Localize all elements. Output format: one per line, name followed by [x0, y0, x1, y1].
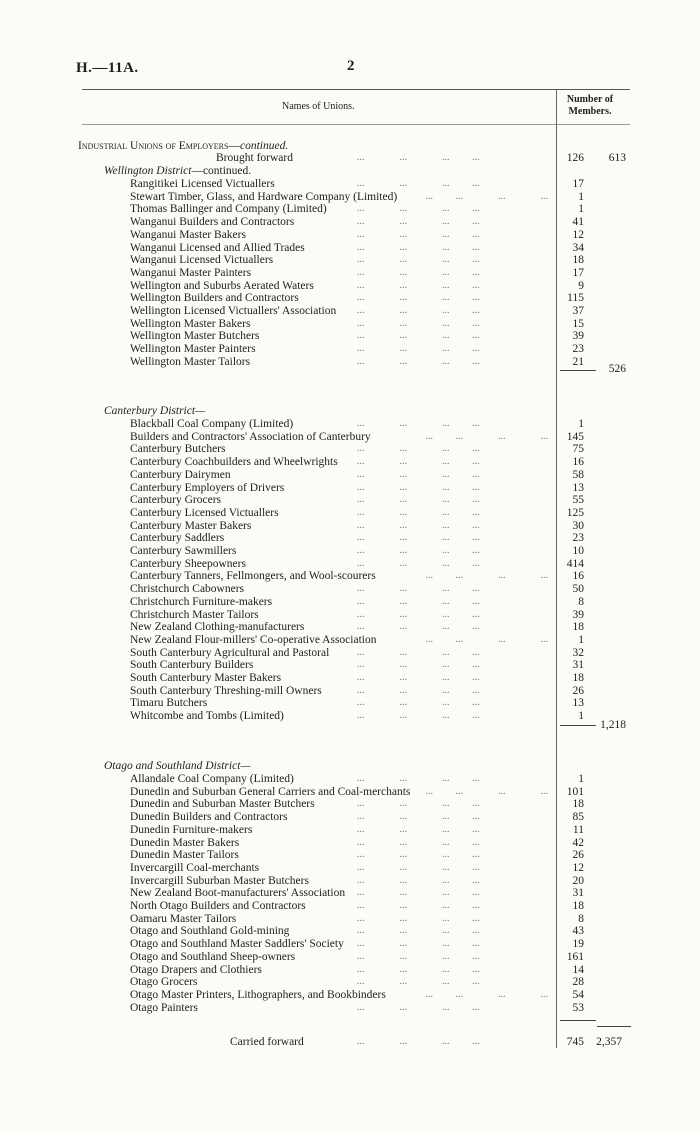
- leader-dots: ... ... ... ...: [357, 456, 480, 468]
- union-name: Otago and Southland Sheep-owners: [130, 950, 296, 963]
- union-name: Stewart Timber, Glass, and Hardware Company (Limited): [130, 190, 398, 203]
- member-count: 1: [578, 190, 584, 203]
- union-name: Timaru Butchers: [130, 697, 208, 710]
- category-continued: continued.: [239, 140, 289, 152]
- union-name: Christchurch Cabowners: [130, 583, 245, 596]
- leader-dots: ... ... ... ...: [357, 874, 480, 886]
- leader-dots: ... ... ... ...: [357, 710, 480, 722]
- member-count: 12: [572, 228, 584, 241]
- member-count: 12: [572, 861, 584, 874]
- union-name: Wellington Master Tailors: [130, 355, 251, 368]
- union-name: Canterbury Coachbuilders and Wheelwrights: [130, 456, 338, 469]
- member-count: 115: [567, 292, 584, 305]
- union-name: Wanganui Licensed Victuallers: [130, 254, 274, 267]
- leader-dots: ... ... ... ...: [357, 963, 480, 975]
- leader-dots: ... ... ... ...: [357, 773, 480, 784]
- canterbury-total: 1,218: [600, 719, 626, 731]
- union-name: Builders and Contractors' Association of Canterbury: [130, 430, 371, 443]
- leader-dots: ... ... ... ...: [357, 216, 480, 228]
- union-name: Dunedin Builders and Contractors: [130, 811, 288, 824]
- union-name: Canterbury Sheepowners: [130, 557, 246, 570]
- member-count: 55: [572, 494, 584, 507]
- leader-dots: ... ... ... ...: [357, 950, 480, 962]
- member-count: 34: [572, 241, 584, 254]
- member-count: 21: [572, 355, 584, 368]
- member-count: 145: [566, 430, 584, 443]
- district-heading-wellington: [104, 165, 251, 177]
- leader-dots: ... ... ... ...: [357, 659, 480, 671]
- leader-dots: ... ... ... ...: [357, 468, 480, 480]
- leader-dots: ... ... ... ...: [357, 672, 480, 683]
- member-count: 16: [572, 570, 584, 583]
- leader-dots: ... ... ... ...: [357, 266, 480, 278]
- member-count: 23: [572, 343, 584, 356]
- leader-dots: ... ... ... ...: [357, 279, 480, 291]
- union-name: Wellington Master Bakers: [130, 317, 251, 330]
- union-name: Otago and Southland Gold-mining: [130, 925, 290, 938]
- member-count: 10: [572, 545, 584, 557]
- leader-dots: ... ... ... ...: [357, 684, 480, 696]
- union-name: Otago Drapers and Clothiers: [130, 963, 262, 976]
- category-heading: [78, 140, 288, 152]
- member-count: 31: [572, 659, 584, 672]
- member-count: 41: [572, 216, 584, 229]
- union-name: Invercargill Suburban Master Butchers: [130, 874, 309, 887]
- union-name: Wanganui Licensed and Allied Trades: [130, 241, 305, 254]
- leader-dots: ... ... ... ...: [425, 190, 548, 202]
- leader-dots: ... ... ... ...: [357, 938, 480, 950]
- member-count: 1: [578, 633, 584, 646]
- leader-dots: ... ... ... ...: [357, 545, 480, 556]
- leader-dots: ... ... ... ...: [357, 595, 480, 607]
- union-name: New Zealand Flour-millers' Co-operative Association: [130, 633, 377, 646]
- leader-dots: ... ... ... ...: [357, 849, 480, 861]
- brought-forward-total: 613: [608, 152, 626, 164]
- union-name: Wanganui Master Painters: [130, 266, 252, 279]
- member-count: 18: [572, 672, 584, 684]
- leader-dots: ... ... ... ...: [357, 900, 480, 911]
- column-header-members-line1: Number of: [566, 94, 614, 105]
- leader-dots: ... ... ... ...: [357, 583, 480, 595]
- member-count: 13: [572, 697, 584, 710]
- union-name: Allandale Coal Company (Limited): [130, 773, 294, 785]
- leader-dots: ... ... ... ...: [425, 430, 548, 442]
- union-name: Otago and Southland Master Saddlers' Society: [130, 938, 344, 951]
- union-name: Blackball Coal Company (Limited): [130, 418, 294, 430]
- leader-dots: ... ... ... ...: [357, 494, 480, 506]
- union-name: Canterbury Licensed Victuallers: [130, 506, 279, 519]
- category-title: Industrial Unions of Employers—: [78, 140, 240, 152]
- leader-dots: ... ... ... ...: [357, 178, 480, 189]
- leader-dots: ... ... ... ...: [357, 608, 480, 620]
- leader-dots: ... ... ... ...: [357, 861, 480, 873]
- leader-dots: ... ... ... ...: [357, 823, 480, 835]
- district-heading-otago: Otago and Southland District—: [104, 760, 251, 772]
- carried-forward-subtotal: 745: [566, 1036, 584, 1048]
- union-name: Dunedin Furniture-makers: [130, 823, 253, 836]
- union-name: South Canterbury Master Bakers: [130, 672, 282, 684]
- member-count: 54: [572, 988, 584, 1001]
- brought-forward-subtotal: 126: [566, 152, 584, 164]
- leader-dots: ... ... ... ...: [357, 912, 480, 924]
- member-count: 43: [572, 925, 584, 938]
- leader-dots: ... ... ... ...: [357, 532, 480, 544]
- union-name: Dunedin Master Tailors: [130, 849, 239, 862]
- leader-dots: ... ... ... ...: [357, 355, 480, 367]
- member-count: 101: [566, 785, 584, 798]
- member-count: 37: [572, 305, 584, 317]
- header-bottom-rule: [82, 124, 630, 125]
- union-name: Thomas Ballinger and Company (Limited): [130, 203, 327, 216]
- member-count: 161: [566, 950, 584, 963]
- member-count: 14: [572, 963, 584, 976]
- member-count: 50: [572, 583, 584, 596]
- union-name: Christchurch Furniture-makers: [130, 595, 273, 608]
- union-name: Wanganui Master Bakers: [130, 228, 246, 241]
- member-count: 26: [572, 684, 584, 697]
- union-name: Canterbury Employers of Drivers: [130, 481, 285, 494]
- union-name: Canterbury Master Bakers: [130, 519, 252, 532]
- union-name: Otago Painters: [130, 1001, 199, 1014]
- member-count: 20: [572, 874, 584, 887]
- union-name: New Zealand Boot-manufacturers' Association: [130, 887, 346, 900]
- leader-dots: ... ... ... ...: [357, 241, 480, 253]
- page-number: 2: [347, 58, 355, 74]
- leader-dots: ... ... ... ...: [357, 292, 480, 304]
- member-count: 13: [572, 481, 584, 494]
- member-count: 26: [572, 849, 584, 862]
- column-header-members: [560, 94, 620, 118]
- member-count: 9: [578, 279, 584, 292]
- leader-dots: ... ... ... ...: [357, 925, 480, 937]
- carried-forward-label: Carried forward: [230, 1036, 304, 1048]
- union-name: Christchurch Master Tailors: [130, 608, 259, 621]
- member-count: 75: [572, 443, 584, 456]
- leader-dots: ... ... ... ...: [357, 254, 480, 266]
- member-count: 18: [572, 798, 584, 811]
- member-count: 1: [578, 203, 584, 216]
- leader-dots: ... ... ... ...: [357, 228, 480, 240]
- union-name: Dunedin and Suburban General Carriers and Coal-merchants: [130, 785, 411, 798]
- leader-dots: ... ... ... ...: [357, 343, 480, 355]
- leader-dots: ... ... ... ...: [357, 203, 480, 215]
- member-count: 125: [566, 506, 584, 519]
- member-count: 8: [578, 912, 584, 925]
- union-name: South Canterbury Builders: [130, 659, 254, 672]
- leader-dots: ... ... ... ...: [357, 836, 480, 848]
- leader-dots: ... ... ... ...: [357, 317, 480, 329]
- member-count: 17: [572, 178, 584, 190]
- union-name: Canterbury Sawmillers: [130, 545, 237, 557]
- member-count: 18: [572, 621, 584, 634]
- column-header-members-line2: Members.: [568, 106, 612, 117]
- column-header-names: Names of Unions.: [282, 101, 355, 112]
- union-name: Canterbury Saddlers: [130, 532, 225, 545]
- leader-dots: ... ... ... ...: [357, 976, 480, 988]
- leader-dots: ... ... ... ...: [357, 887, 480, 899]
- member-count: 18: [572, 254, 584, 267]
- union-name: Canterbury Butchers: [130, 443, 226, 456]
- leader-dots: ... ... ... ...: [357, 1001, 480, 1013]
- member-count: 32: [572, 646, 584, 659]
- union-name: Wellington Licensed Victuallers' Association: [130, 305, 337, 317]
- leader-dots: ... ... ... ...: [425, 570, 548, 582]
- union-name: Wellington Master Butchers: [130, 330, 260, 343]
- wellington-total: 526: [608, 363, 626, 375]
- carried-sub-rule: [560, 1020, 596, 1021]
- union-name: Whitcombe and Tombs (Limited): [130, 710, 284, 723]
- member-count: 39: [572, 608, 584, 621]
- leader-dots: ... ... ... ...: [425, 633, 548, 645]
- member-count: 17: [572, 266, 584, 279]
- member-count: 23: [572, 532, 584, 545]
- table-top-rule: [82, 89, 630, 90]
- member-count: 1: [578, 418, 584, 430]
- member-count: 42: [572, 836, 584, 849]
- member-count: 31: [572, 887, 584, 900]
- member-count: 414: [566, 557, 584, 570]
- district-name: Wellington District: [104, 165, 192, 177]
- member-count: 53: [572, 1001, 584, 1014]
- union-name: Otago Master Printers, Lithographers, and Bookbinders: [130, 988, 386, 1001]
- leader-dots: ... ... ... ...: [357, 443, 480, 455]
- leader-dots: ... ... ... ...: [357, 621, 480, 633]
- leader-dots: ... ... ... ...: [357, 557, 480, 569]
- union-name: New Zealand Clothing-manufacturers: [130, 621, 305, 634]
- leader-dots: ... ... ... ...: [425, 785, 548, 797]
- district-continued: —continued.: [191, 165, 252, 177]
- carried-total-rule: [597, 1026, 631, 1027]
- union-name: Canterbury Dairymen: [130, 468, 231, 481]
- union-name: South Canterbury Threshing-mill Owners: [130, 684, 322, 697]
- member-count: 85: [572, 811, 584, 824]
- member-count: 8: [578, 595, 584, 608]
- leader-dots: ... ... ... ...: [357, 481, 480, 493]
- union-name: Wellington Builders and Contractors: [130, 292, 299, 305]
- member-count: 16: [572, 456, 584, 469]
- union-name: Invercargill Coal-merchants: [130, 861, 260, 874]
- leader-dots: ... ... ... ...: [357, 519, 480, 531]
- union-name: South Canterbury Agricultural and Pastoral: [130, 646, 330, 659]
- brought-forward-label: Brought forward: [216, 152, 293, 164]
- member-count: 1: [578, 710, 584, 723]
- member-count: 11: [572, 823, 584, 836]
- union-name: North Otago Builders and Contractors: [130, 900, 306, 912]
- member-count: 30: [572, 519, 584, 532]
- union-name: Canterbury Tanners, Fellmongers, and Wool-scourers: [130, 570, 376, 583]
- leader-dots: ... ... ... ...: [357, 418, 480, 429]
- leader-dots: ... ... ... ...: [357, 646, 480, 658]
- district-heading-canterbury: Canterbury District—: [104, 405, 206, 417]
- union-name: Otago Grocers: [130, 976, 198, 989]
- leader-dots: ... ... ... ...: [357, 305, 480, 316]
- member-count: 58: [572, 468, 584, 481]
- member-count: 15: [572, 317, 584, 330]
- union-name: Dunedin and Suburban Master Butchers: [130, 798, 315, 811]
- union-name: Rangitikei Licensed Victuallers: [130, 178, 275, 190]
- member-count: 19: [572, 938, 584, 951]
- leader-dots: ... ... ... ...: [425, 988, 548, 1000]
- member-count: 1: [578, 773, 584, 785]
- leader-dots: ... ... ... ...: [357, 330, 480, 342]
- carried-forward-total: 2,357: [596, 1036, 622, 1048]
- union-name: Wanganui Builders and Contractors: [130, 216, 295, 229]
- report-reference: H.—11A.: [76, 60, 139, 76]
- leader-dots: ... ... ... ...: [357, 811, 480, 823]
- union-name: Wellington and Suburbs Aerated Waters: [130, 279, 314, 292]
- member-count: 18: [572, 900, 584, 912]
- union-name: Dunedin Master Bakers: [130, 836, 240, 849]
- member-count: 39: [572, 330, 584, 343]
- leader-dots: ... ... ... ...: [357, 506, 480, 518]
- union-name: Wellington Master Painters: [130, 343, 256, 356]
- leader-dots: ... ... ... ...: [357, 798, 480, 810]
- union-name: Canterbury Grocers: [130, 494, 222, 507]
- union-name: Oamaru Master Tailors: [130, 912, 237, 925]
- member-count: 28: [572, 976, 584, 989]
- leader-dots: ... ... ... ...: [357, 697, 480, 709]
